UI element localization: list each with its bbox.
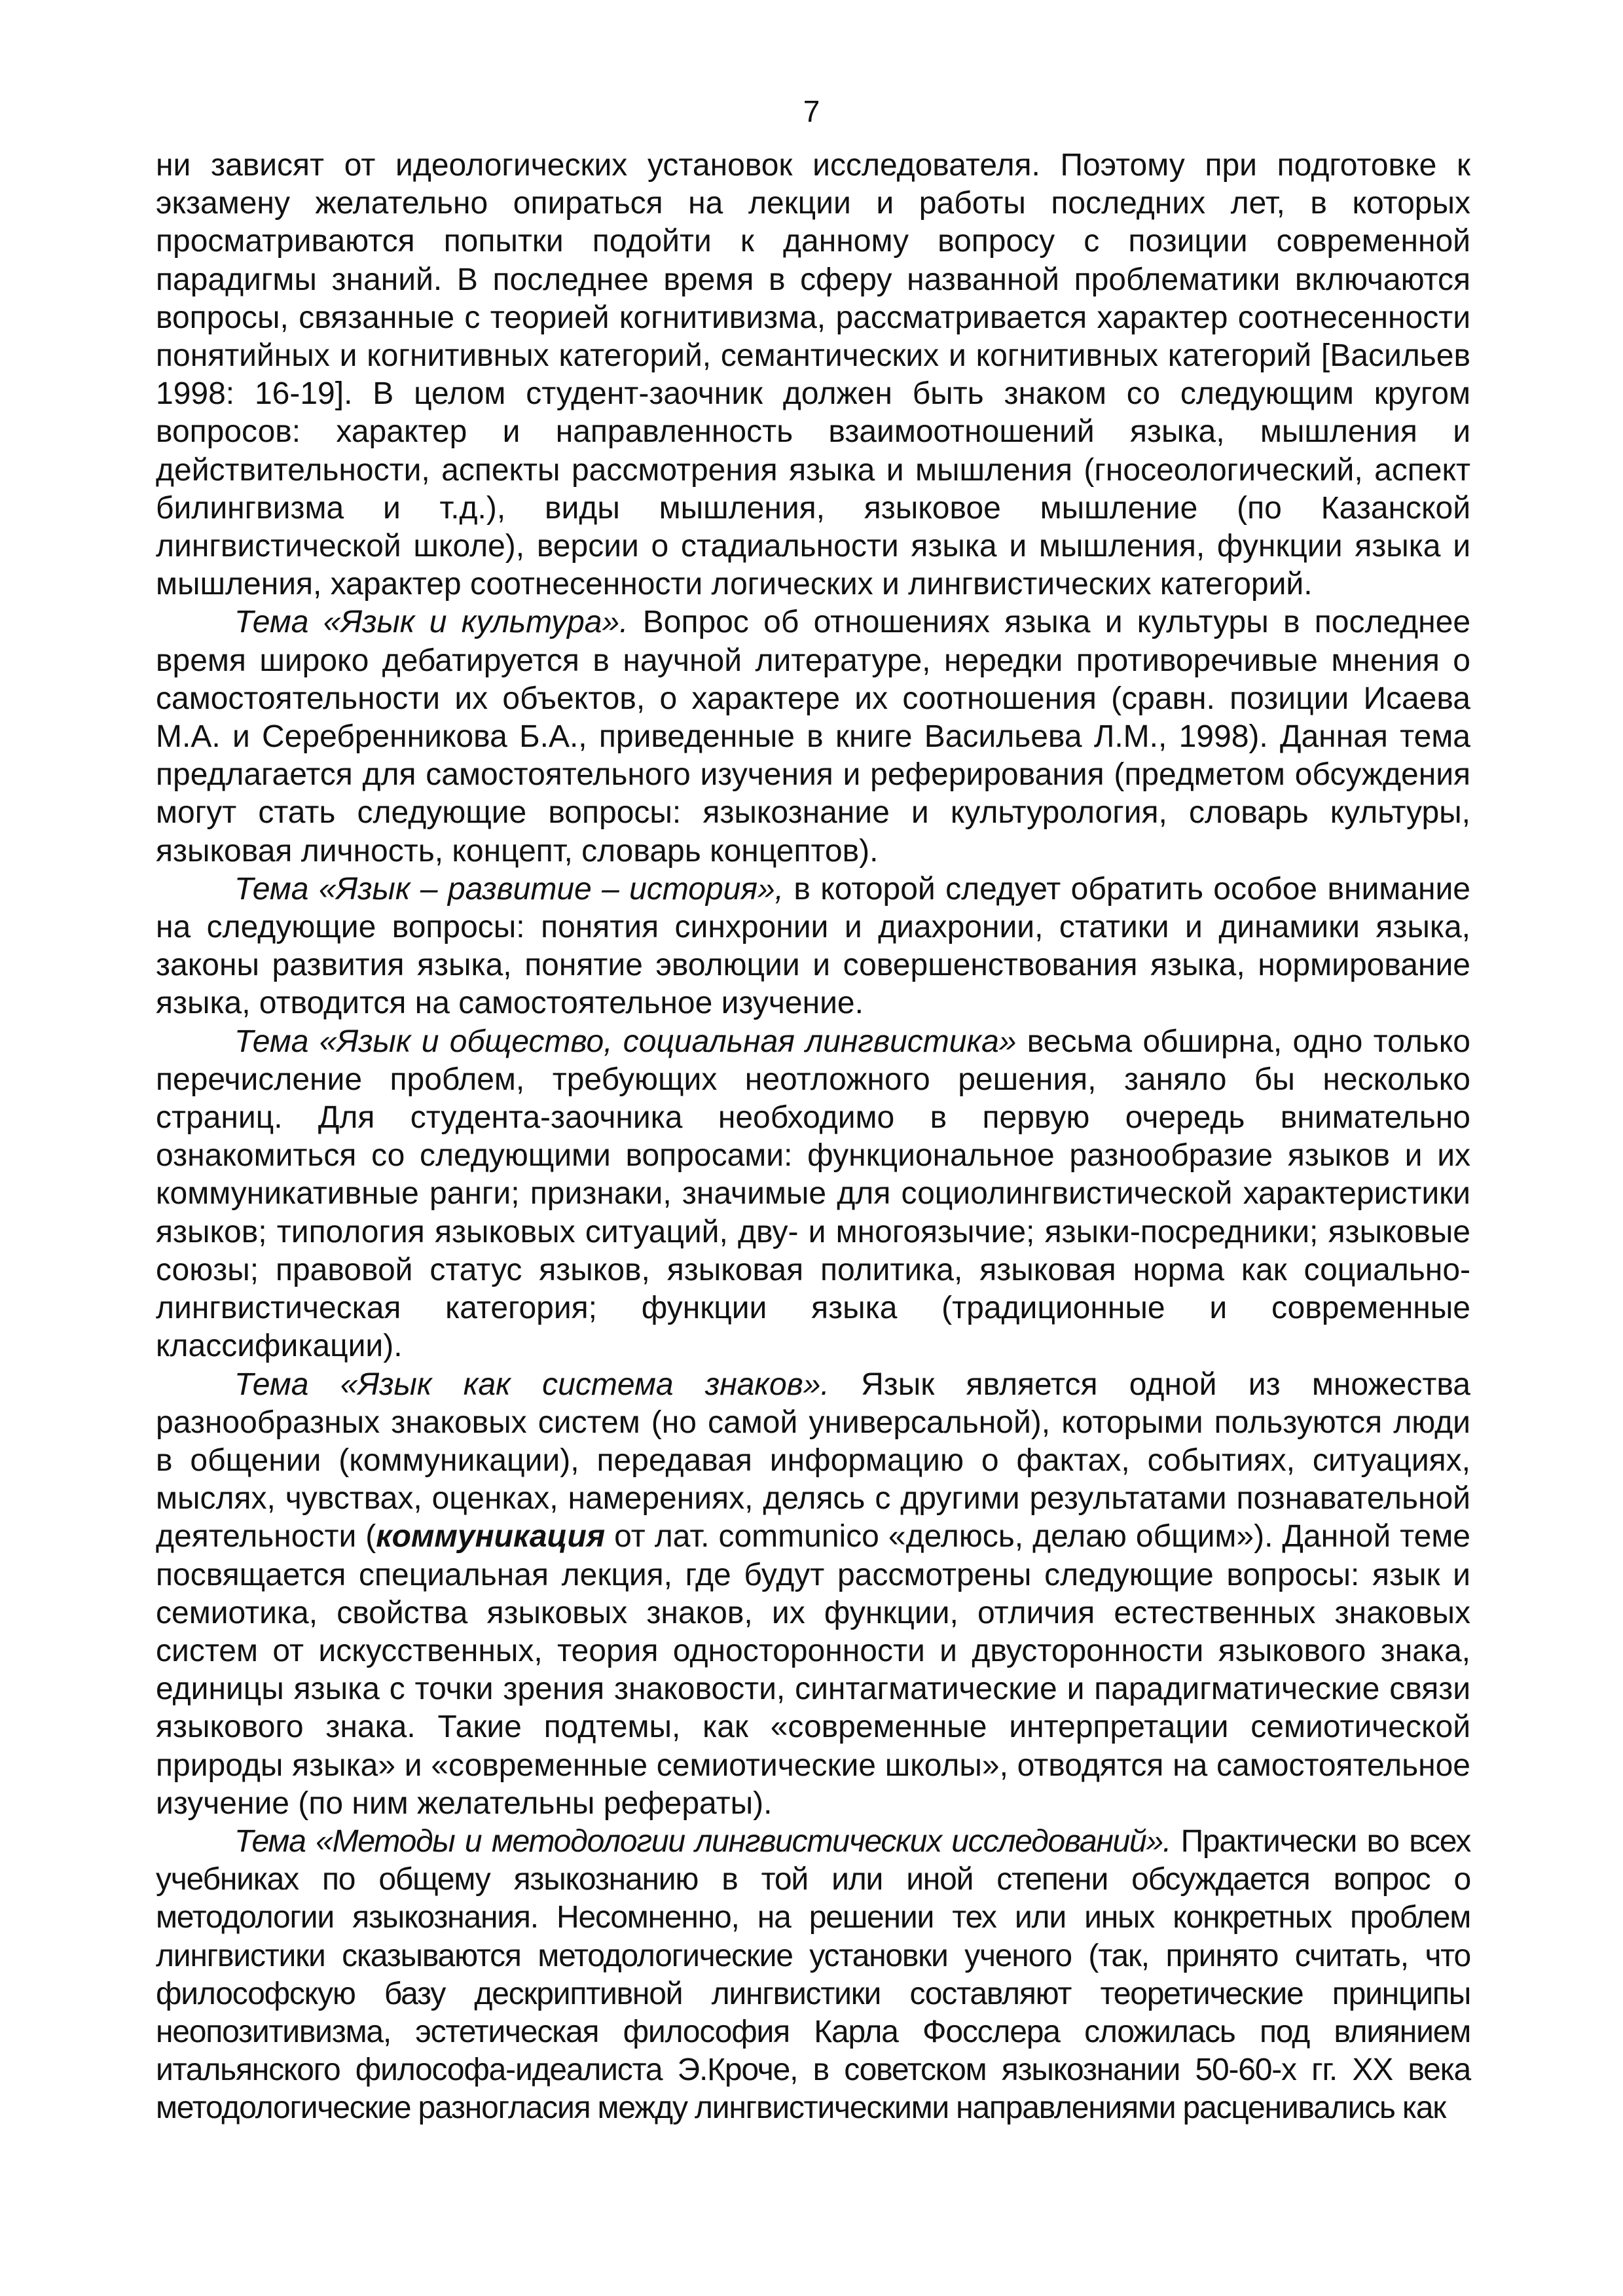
- paragraph-language-society: [156, 1023, 1470, 1366]
- page-number: 7: [803, 94, 820, 128]
- topic-title: Тема «Язык – развитие – история»,: [234, 871, 784, 906]
- text-body: [156, 147, 1470, 2128]
- topic-title: Тема «Язык и культура».: [234, 605, 629, 640]
- paragraph-text: ни зависят от идеологических установок исследователя. Поэтому при подготовке к экзамену желательно опираться на лекции и работы последних лет, в которых просматриваются попытки подойти к данному вопросу с позиции современной парадигмы знаний. В последнее время в сферу названной проблематики включаются вопросы, связанные с теорией когнитивизма, рассматривается характер соотнесенности понятийных и когнитивных категорий, семантических и когнитивных категорий [Васильев 1998: 16-19]. В целом студент-заочник должен быть знаком со следующим кругом вопросов: характер и направленность взаимоотношений языка, мышления и действительности, аспекты рассмотрения языка и мышления (гносеологический, аспект билингвизма и т.д.), виды мышления, языковое мышление (по Казанской лингвистической школе), версии о стадиальности языка и мышления, функции языка и мышления, характер соотнесенности логических и лингвистических категорий.: [156, 148, 1470, 602]
- topic-title: Тема «Язык как система знаков».: [234, 1367, 830, 1402]
- topic-title: Тема «Язык и общество, социальная лингвистика»: [234, 1024, 1017, 1059]
- paragraph-text: Практически во всех учебниках по общему языкознанию в той или иной степени обсуждается вопрос о методологии языкознания. Несомненно, на решении тех или иных конкретных проблем лингвистики сказываются методологические установки ученого (так, принято считать, что философскую базу дескриптивной лингвистики составляют теоретические принципы неопозитивизма, эстетическая философия Карла Фосслера сложилась под влиянием итальянского философа-идеалиста Э.Кроче, в советском языкознании 50-60-х гг. XX века методологические разногласия между лингвистическими направлениями расценивались как: [156, 1823, 1470, 2126]
- term-communication: коммуникация: [376, 1519, 606, 1554]
- paragraph-research-methods: [156, 1823, 1470, 2128]
- paragraph-language-culture: [156, 603, 1470, 870]
- paragraph-text: в которой следует обратить особое внимание на следующие вопросы: понятия синхронии и диахронии, статики и динамики языка, законы развития языка, понятие эволюции и совершенствования языка, нормирование языка, отводится на самостоятельное изучение.: [156, 871, 1470, 1021]
- paragraph-text: Вопрос об отношениях языка и культуры в последнее время широко дебатируется в научной литературе, нередки противоречивые мнения о самостоятельности их объектов, о характере их соотношения (сравн. позиции Исаева М.А. и Серебренникова Б.А., приведенные в книге Васильева Л.М., 1998). Данная тема предлагается для самостоятельного изучения и реферирования (предметом обсуждения могут стать следующие вопросы: языкознание и культурология, словарь культуры, языковая личность, концепт, словарь концептов).: [156, 605, 1471, 869]
- topic-title: Тема «Методы и методологии лингвистических исследований».: [234, 1823, 1171, 1859]
- paragraph-text: от лат. communico «делюсь, делаю общим»). Данной теме посвящается специальная лекция, где будут рассмотрены следующие вопросы: язык и семиотика, свойства языковых знаков, их функции, отличия естественных знаковых систем от искусственных, теория односторонности и двусторонности языкового знака, единицы языка с точки зрения знаковости, синтагматические и парадигматические связи языкового знака. Такие подтемы, как «современные интерпретации семиотической природы языка» и «современные семиотические школы», отводятся на самостоятельное изучение (по ним желательны рефераты).: [156, 1519, 1470, 1821]
- paragraph-text: Язык является одной из множества разнообразных знаковых систем (но самой универсальной), которыми пользуются люди в общении (коммуникации), передавая информацию о фактах, событиях, ситуациях, мыслях, чувствах, оценках, намерениях, делясь с другими результатами познавательной деятельности (: [156, 1367, 1471, 1554]
- paragraph-text: весьма обширна, одно только перечисление проблем, требующих неотложного решения, заняло бы несколько страниц. Для студента-заочника необходимо в первую очередь внимательно ознакомиться со следующими вопросами: функциональное разнообразие языков и их коммуникативные ранги; признаки, значимые для социолингвистической характеристики языков; типология языковых ситуаций, дву- и многоязычие; языки-посредники; языковые союзы; правовой статус языков, языковая политика, языковая норма как социально-лингвистическая категория; функции языка (традиционные и современные классификации).: [156, 1024, 1470, 1364]
- paragraph-language-signs: [156, 1366, 1470, 1823]
- paragraph-language-development: [156, 870, 1470, 1023]
- paragraph-language-thinking: [156, 147, 1470, 603]
